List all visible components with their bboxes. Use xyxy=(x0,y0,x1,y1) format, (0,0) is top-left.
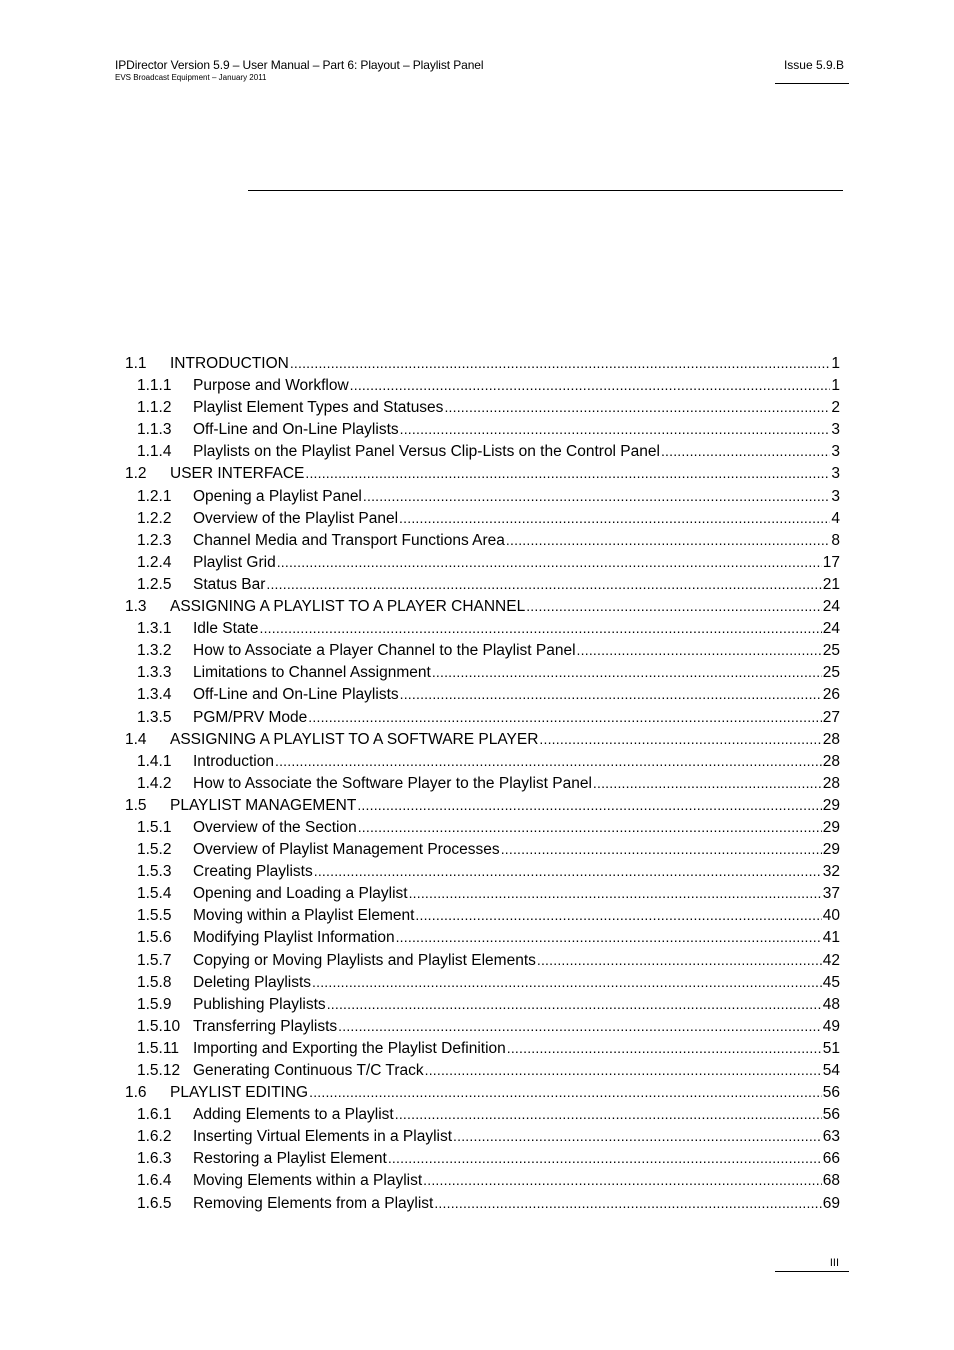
toc-dot-leader xyxy=(312,971,822,994)
toc-entry[interactable] xyxy=(125,374,840,396)
footer-page-number: III xyxy=(829,1257,839,1269)
toc-entry-title[interactable]: Publishing Playlists xyxy=(193,995,326,1013)
toc-dot-leader xyxy=(415,904,821,927)
toc-entry-number: 1.1.2 xyxy=(137,399,172,417)
toc-entry-page[interactable]: 37 xyxy=(822,885,840,903)
toc-entry-title[interactable]: ASSIGNING A PLAYLIST TO A SOFTWARE PLAYER xyxy=(170,730,539,748)
toc-entry-page[interactable]: 28 xyxy=(822,774,840,792)
toc-entry-page[interactable]: 56 xyxy=(822,1084,840,1102)
toc-dot-leader xyxy=(425,1059,822,1082)
toc-dot-leader xyxy=(539,728,821,751)
toc-entry-number: 1.2.2 xyxy=(137,509,172,527)
toc-entry-page[interactable]: 28 xyxy=(822,730,840,748)
toc-entry[interactable] xyxy=(125,1037,840,1059)
toc-entry-title[interactable]: Playlist Grid xyxy=(193,553,276,571)
toc-entry[interactable] xyxy=(125,1192,840,1214)
toc-dot-leader xyxy=(400,418,831,441)
toc-entry-page[interactable]: 28 xyxy=(822,752,840,770)
toc-entry-number: 1.5.11 xyxy=(137,1039,179,1057)
toc-entry[interactable] xyxy=(125,1015,840,1037)
toc-entry-title[interactable]: Creating Playlists xyxy=(193,863,313,881)
toc-dot-leader xyxy=(409,882,822,905)
footer-divider xyxy=(775,1271,849,1272)
toc-entry[interactable] xyxy=(125,418,840,440)
toc-entry-page[interactable]: 24 xyxy=(822,620,840,638)
toc-entry[interactable] xyxy=(125,904,840,926)
toc-entry-page[interactable]: 29 xyxy=(822,796,840,814)
toc-entry-page[interactable]: 27 xyxy=(822,708,840,726)
toc-entry-title[interactable]: Opening and Loading a Playlist xyxy=(193,885,408,903)
document-subtitle: EVS Broadcast Equipment – January 2011 xyxy=(115,73,267,82)
toc-entry-page[interactable]: 29 xyxy=(822,841,840,859)
toc-dot-leader xyxy=(266,573,821,596)
toc-dot-leader xyxy=(432,661,822,684)
toc-entry[interactable] xyxy=(125,595,840,617)
toc-entry-title[interactable]: INTRODUCTION xyxy=(170,355,289,372)
toc-entry-title[interactable]: Opening a Playlist Panel xyxy=(193,487,362,505)
toc-entry[interactable] xyxy=(125,1169,840,1191)
toc-dot-leader xyxy=(275,750,822,773)
toc-entry-number: 1.5.9 xyxy=(137,995,172,1013)
toc-entry-number: 1.5.6 xyxy=(137,929,172,947)
toc-entry-number: 1.3.5 xyxy=(137,708,172,726)
toc-entry-page[interactable]: 17 xyxy=(822,553,840,571)
toc-entry[interactable] xyxy=(125,949,840,971)
toc-dot-leader xyxy=(577,639,822,662)
toc-dot-leader xyxy=(661,440,830,463)
toc-entry[interactable] xyxy=(125,1059,840,1081)
toc-entry-number: 1.6.1 xyxy=(137,1106,172,1124)
toc-entry-title[interactable]: Modifying Playlist Information xyxy=(193,929,395,947)
page-header xyxy=(115,58,483,83)
toc-entry-number: 1.1.1 xyxy=(137,377,172,395)
toc-entry-number: 1.5.3 xyxy=(137,863,172,881)
toc-entry-page[interactable]: 3 xyxy=(831,421,840,439)
toc-entry-number: 1.5.5 xyxy=(137,907,172,925)
toc-entry-number: 1.2.4 xyxy=(137,553,172,571)
toc-entry[interactable] xyxy=(125,971,840,993)
toc-dot-leader xyxy=(308,706,821,729)
toc-entry-page[interactable]: 2 xyxy=(831,399,840,417)
toc-entry-page[interactable]: 25 xyxy=(822,642,840,660)
toc-dot-leader xyxy=(506,529,830,552)
toc-dot-leader xyxy=(358,816,822,839)
toc-entry-title[interactable]: Copying or Moving Playlists and Playlist Elements xyxy=(193,951,536,969)
document-title: IPDirector Version 5.9 – User Manual – Part 6: Playout – Playlist Panel xyxy=(115,58,484,72)
toc-entry-number: 1.3.3 xyxy=(137,664,172,682)
toc-entry-number: 1.5.12 xyxy=(137,1062,181,1079)
toc-dot-leader xyxy=(350,374,831,397)
toc-entry-title[interactable]: How to Associate the Software Player to the Playlist Panel xyxy=(193,774,592,792)
toc-entry-number: 1.5.4 xyxy=(137,885,172,903)
toc-entry[interactable] xyxy=(125,396,840,418)
toc-entry-number: 1.3 xyxy=(125,598,147,616)
toc-entry-page[interactable]: 26 xyxy=(822,686,840,704)
toc-entry-number: 1.6 xyxy=(125,1084,147,1102)
toc-entry[interactable] xyxy=(125,639,840,661)
toc-entry[interactable] xyxy=(125,816,840,838)
toc-entry-page[interactable]: 1 xyxy=(831,355,840,372)
toc-entry[interactable] xyxy=(125,1081,840,1103)
toc-entry[interactable] xyxy=(125,573,840,595)
toc-entry-number: 1.2 xyxy=(125,465,147,483)
toc-entry-title[interactable]: Playlists on the Playlist Panel Versus Clip-Lists on the Control Panel xyxy=(193,443,660,461)
toc-entry[interactable] xyxy=(125,617,840,639)
toc-dot-leader xyxy=(338,1015,822,1038)
toc-entry-page[interactable]: 1 xyxy=(831,377,840,395)
toc-dot-leader xyxy=(314,860,822,883)
toc-entry[interactable] xyxy=(125,926,840,948)
toc-entry-page[interactable]: 48 xyxy=(822,995,840,1013)
toc-entry-title[interactable]: Idle State xyxy=(193,620,259,638)
title-divider xyxy=(248,190,843,191)
toc-entry-title[interactable]: Status Bar xyxy=(193,575,266,593)
toc-dot-leader xyxy=(260,617,822,640)
toc-entry-page[interactable]: 29 xyxy=(822,818,840,836)
toc-dot-leader xyxy=(444,396,830,419)
toc-entry-title[interactable]: ASSIGNING A PLAYLIST TO A PLAYER CHANNEL xyxy=(170,598,526,616)
toc-entry[interactable] xyxy=(125,352,840,374)
toc-entry-number: 1.6.2 xyxy=(137,1128,172,1146)
toc-entry-title[interactable]: How to Associate a Player Channel to the Playlist Panel xyxy=(193,642,576,660)
toc-entry-title[interactable]: Moving Elements within a Playlist xyxy=(193,1172,423,1190)
toc-entry-page[interactable]: 68 xyxy=(822,1172,840,1190)
toc-entry[interactable] xyxy=(125,706,840,728)
toc-entry-number: 1.5.8 xyxy=(137,973,172,991)
toc-entry-number: 1.5.1 xyxy=(137,818,172,836)
toc-entry-page[interactable]: 51 xyxy=(822,1039,840,1057)
toc-dot-leader xyxy=(434,1192,821,1215)
toc-dot-leader xyxy=(537,949,822,972)
toc-entry-title[interactable]: Overview of Playlist Management Processes xyxy=(193,841,500,859)
toc-entry-number: 1.3.1 xyxy=(137,620,172,638)
toc-entry-page[interactable]: 49 xyxy=(822,1017,840,1035)
toc-dot-leader xyxy=(526,595,822,618)
toc-dot-leader xyxy=(388,1147,822,1170)
toc-entry-title[interactable]: Purpose and Workflow xyxy=(193,377,349,395)
toc-entry-number: 1.4.2 xyxy=(137,774,172,792)
toc-dot-leader xyxy=(290,352,831,375)
toc-entry-title[interactable]: Overview of the Section xyxy=(193,818,357,836)
toc-entry-page[interactable]: 56 xyxy=(822,1106,840,1124)
toc-dot-leader xyxy=(501,838,822,861)
toc-entry[interactable] xyxy=(125,440,840,462)
toc-entry-page[interactable]: 66 xyxy=(822,1150,840,1168)
toc-entry[interactable] xyxy=(125,838,840,860)
toc-entry-title[interactable]: Introduction xyxy=(193,752,274,770)
toc-entry-title[interactable]: Deleting Playlists xyxy=(193,973,312,991)
toc-entry-page[interactable]: 8 xyxy=(831,531,840,549)
toc-entry[interactable] xyxy=(125,683,840,705)
toc-entry[interactable] xyxy=(125,1147,840,1169)
toc-entry-number: 1.5.10 xyxy=(137,1017,181,1035)
toc-entry[interactable] xyxy=(125,462,840,484)
toc-entry[interactable] xyxy=(125,728,840,750)
toc-entry-title[interactable]: Adding Elements to a Playlist xyxy=(193,1106,394,1124)
toc-entry[interactable] xyxy=(125,529,840,551)
toc-entry-title[interactable]: Off-Line and On-Line Playlists xyxy=(193,686,399,704)
toc-entry-page[interactable]: 45 xyxy=(822,973,840,991)
toc-dot-leader xyxy=(327,993,822,1016)
toc-dot-leader xyxy=(400,683,822,706)
toc-entry-title[interactable]: PLAYLIST EDITING xyxy=(170,1084,309,1102)
toc-entry-title[interactable]: PGM/PRV Mode xyxy=(193,708,308,726)
toc-entry-number: 1.5.2 xyxy=(137,841,172,859)
toc-entry-page[interactable]: 24 xyxy=(822,598,840,616)
toc-entry-title[interactable]: Overview of the Playlist Panel xyxy=(193,509,399,527)
toc-entry-number: 1.1.4 xyxy=(137,443,172,461)
toc-entry[interactable] xyxy=(125,1125,840,1147)
toc-entry-number: 1.5 xyxy=(125,796,147,814)
toc-entry-number: 1.1.3 xyxy=(137,421,172,439)
toc-entry-title[interactable]: Moving within a Playlist Element xyxy=(193,907,415,925)
toc-entry-number: 1.3.4 xyxy=(137,686,172,704)
toc-entry-title[interactable]: Playlist Element Types and Statuses xyxy=(193,399,444,417)
toc-entry[interactable] xyxy=(125,1103,840,1125)
toc-entry-number: 1.4.1 xyxy=(137,752,172,770)
toc-entry-page[interactable]: 3 xyxy=(831,465,840,483)
toc-entry-title[interactable]: Importing and Exporting the Playlist Definition xyxy=(193,1039,506,1057)
toc-entry-number: 1.2.1 xyxy=(137,487,172,505)
toc-dot-leader xyxy=(399,507,830,530)
toc-dot-leader xyxy=(309,1081,822,1104)
toc-entry-page[interactable]: 63 xyxy=(822,1128,840,1146)
toc-entry-page[interactable]: 40 xyxy=(822,907,840,925)
toc-entry[interactable] xyxy=(125,661,840,683)
toc-entry-page[interactable]: 3 xyxy=(831,487,840,505)
toc-entry-title[interactable]: Channel Media and Transport Functions Area xyxy=(193,531,505,549)
toc-entry-page[interactable]: 42 xyxy=(822,951,840,969)
toc-entry-title[interactable]: Inserting Virtual Elements in a Playlist xyxy=(193,1128,453,1146)
toc-entry-title[interactable]: USER INTERFACE xyxy=(170,465,305,483)
toc-entry-title[interactable]: Limitations to Channel Assignment xyxy=(193,664,431,682)
toc-entry[interactable] xyxy=(125,772,840,794)
toc-entry-number: 1.3.2 xyxy=(137,642,172,660)
toc-entry-number: 1.2.5 xyxy=(137,575,172,593)
toc-entry-number: 1.2.3 xyxy=(137,531,172,549)
toc-dot-leader xyxy=(507,1037,822,1060)
toc-entry-number: 1.5.7 xyxy=(137,951,172,969)
toc-entry-page[interactable]: 54 xyxy=(822,1062,840,1079)
toc-entry-page[interactable]: 4 xyxy=(831,509,840,527)
toc-dot-leader xyxy=(277,551,822,574)
toc-entry[interactable] xyxy=(125,750,840,772)
toc-dot-leader xyxy=(593,772,822,795)
toc-entry-page[interactable]: 3 xyxy=(831,443,840,461)
toc-entry-page[interactable]: 21 xyxy=(822,575,840,593)
toc-entry-number: 1.6.5 xyxy=(137,1194,172,1212)
toc-entry[interactable] xyxy=(125,882,840,904)
toc-dot-leader xyxy=(363,485,830,508)
toc-entry-title[interactable]: Transferring Playlists xyxy=(193,1017,338,1035)
toc-dot-leader xyxy=(305,462,830,485)
toc-entry-title[interactable]: Removing Elements from a Playlist xyxy=(193,1194,434,1212)
toc-entry-title[interactable]: PLAYLIST MANAGEMENT xyxy=(170,796,357,814)
toc-entry-number: 1.6.4 xyxy=(137,1172,172,1190)
toc-dot-leader xyxy=(357,794,821,817)
toc-entry[interactable] xyxy=(125,551,840,573)
toc-dot-leader xyxy=(453,1125,822,1148)
toc-entry-page[interactable]: 32 xyxy=(822,863,840,881)
toc-entry-title[interactable]: Generating Continuous T/C Track xyxy=(193,1062,424,1079)
header-divider xyxy=(775,83,849,84)
toc-entry[interactable] xyxy=(125,507,840,529)
toc-entry[interactable] xyxy=(125,860,840,882)
toc-entry-title[interactable]: Off-Line and On-Line Playlists xyxy=(193,421,399,439)
toc-entry-page[interactable]: 69 xyxy=(822,1194,840,1212)
toc-entry-page[interactable]: 25 xyxy=(822,664,840,682)
toc-entry-number: 1.4 xyxy=(125,730,147,748)
toc-dot-leader xyxy=(395,1103,822,1126)
toc-entry[interactable] xyxy=(125,485,840,507)
table-of-contents xyxy=(125,352,840,1214)
toc-dot-leader xyxy=(423,1169,822,1192)
toc-entry[interactable] xyxy=(125,993,840,1015)
issue-label: Issue 5.9.B xyxy=(783,58,844,72)
toc-dot-leader xyxy=(396,926,822,949)
toc-entry-page[interactable]: 41 xyxy=(822,929,840,947)
toc-entry-number: 1.6.3 xyxy=(137,1150,172,1168)
toc-entry[interactable] xyxy=(125,794,840,816)
toc-entry-title[interactable]: Restoring a Playlist Element xyxy=(193,1150,387,1168)
toc-entry-number: 1.1 xyxy=(125,355,147,372)
